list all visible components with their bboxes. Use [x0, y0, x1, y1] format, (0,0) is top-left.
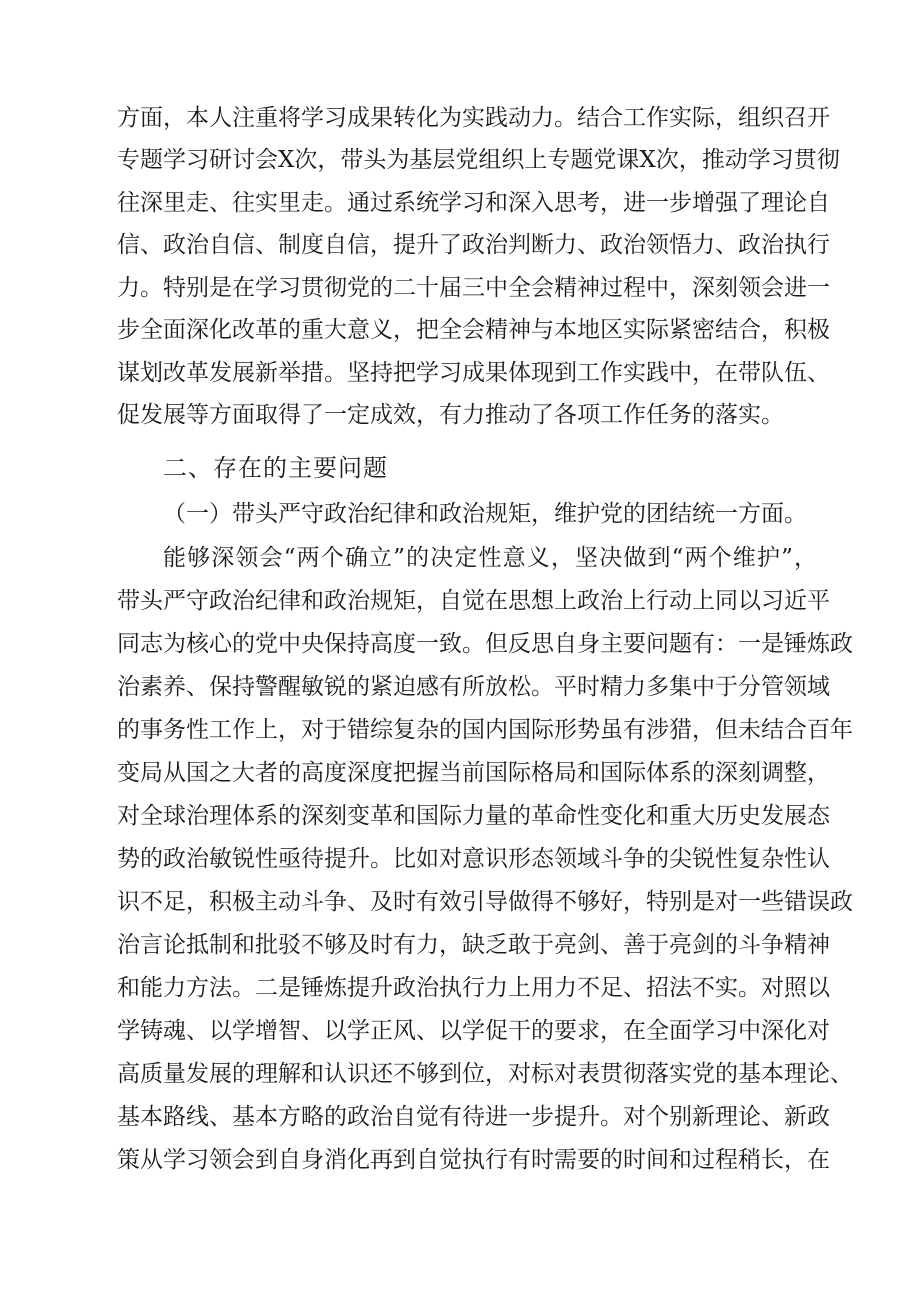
text-line: 策从学习领会到自身消化再到自觉执行有时需要的时间和过程稍长，在 [117, 1147, 830, 1173]
text-line: 势的政治敏锐性亟待提升。比如对意识形态领域斗争的尖锐性复杂性认 [117, 846, 830, 872]
text-line: 对全球治理体系的深刻变革和国际力量的革命性变化和重大历史发展态 [117, 803, 830, 829]
text-line: 能够深领会“两个确立”的决定性意义，坚决做到“两个维护”， [163, 545, 817, 571]
text-line: 治言论抵制和批驳不够及时有力，缺乏敢于亮剑、善于亮剑的斗争精神 [117, 932, 830, 958]
text-line: 治素养、保持警醒敏锐的紧迫感有所放松。平时精力多集中于分管领域 [117, 674, 830, 700]
text-line: 专题学习研讨会X次，带头为基层党组织上专题党课X次，推动学习贯彻 [117, 147, 840, 173]
text-line: 和能力方法。二是锤炼提升政治执行力上用力不足、招法不实。对照以 [117, 975, 830, 1001]
section-heading: 二、存在的主要问题 [163, 454, 388, 482]
text-line: 的事务性工作上，对于错综复杂的国内国际形势虽有涉猎，但未结合百年 [117, 717, 853, 743]
text-line: 谋划改革发展新举措。坚持把学习成果体现到工作实践中，在带队伍、 [117, 360, 830, 386]
text-line: 变局从国之大者的高度深度把握当前国际格局和国际体系的深刻调整， [117, 760, 830, 786]
text-line: 步全面深化改革的重大意义，把全会精神与本地区实际紧密结合，积极 [117, 317, 830, 343]
subsection-heading: （一）带头严守政治纪律和政治规矩，维护党的团结统一方面。 [163, 501, 807, 527]
text-line: 往深里走、往实里走。通过系统学习和深入思考，进一步增强了理论自 [117, 190, 830, 216]
text-line: 促发展等方面取得了一定成效，有力推动了各项工作任务的落实。 [117, 402, 784, 428]
text-line: 带头严守政治纪律和政治规矩，自觉在思想上政治上行动上同以习近平 [117, 588, 830, 614]
text-line: 基本路线、基本方略的政治自觉有待进一步提升。对个别新理论、新政 [117, 1104, 830, 1130]
text-line: 高质量发展的理解和认识还不够到位，对标对表贯彻落实党的基本理论、 [117, 1061, 853, 1087]
text-line: 方面，本人注重将学习成果转化为实践动力。结合工作实际，组织召开 [117, 105, 830, 131]
text-line: 同志为核心的党中央保持高度一致。但反思自身主要问题有：一是锤炼政 [117, 631, 853, 657]
text-line: 信、政治自信、制度自信，提升了政治判断力、政治领悟力、政治执行 [117, 232, 830, 258]
text-line: 力。特别是在学习贯彻党的二十届三中全会精神过程中，深刻领会进一 [117, 275, 830, 301]
text-line: 学铸魂、以学增智、以学正风、以学促干的要求，在全面学习中深化对 [117, 1018, 830, 1044]
text-line: 识不足，积极主动斗争、及时有效引导做得不够好，特别是对一些错误政 [117, 889, 853, 915]
